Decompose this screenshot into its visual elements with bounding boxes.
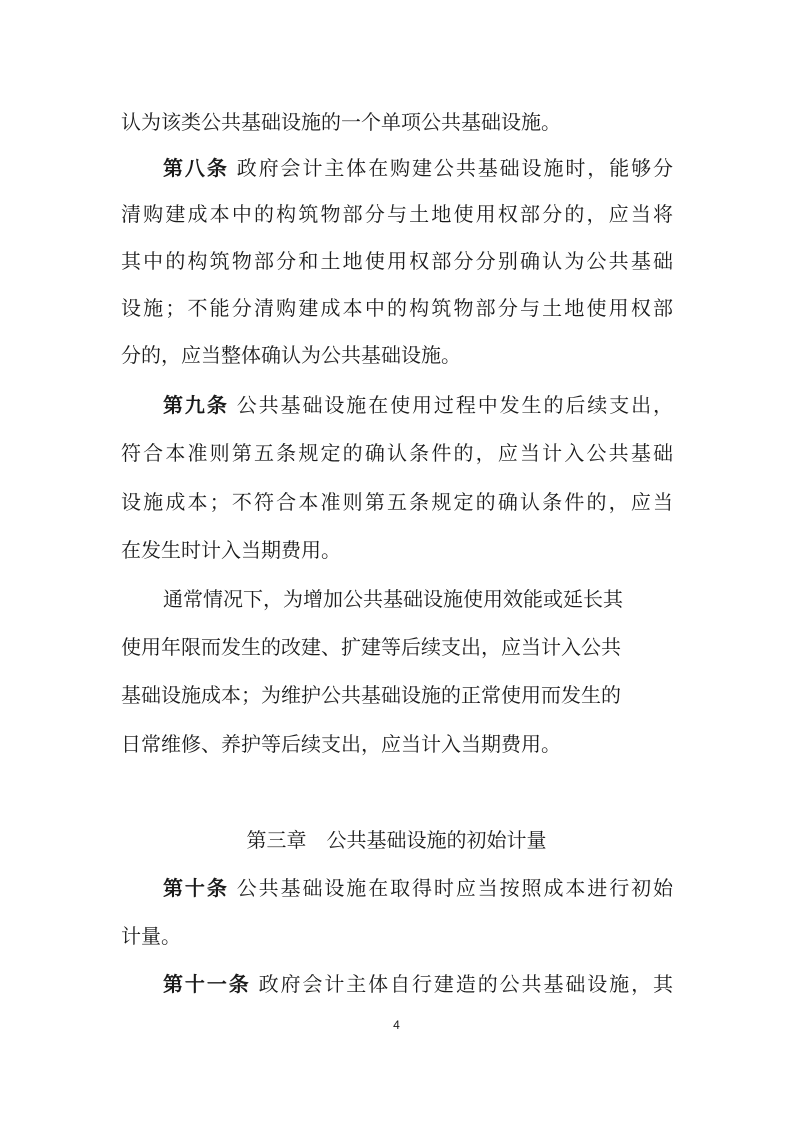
body-text-line: 使用年限而发生的改建、扩建等后续支出，应当计入公共	[121, 635, 621, 659]
body-text-line: 设施成本；不符合本准则第五条规定的确认条件的，应当	[121, 490, 673, 514]
body-text-line: 计量。	[121, 924, 181, 948]
article-8-first-line	[163, 150, 673, 186]
body-text-line: 符合本准则第五条规定的确认条件的，应当计入公共基础	[121, 441, 673, 465]
body-text-line: 在发生时计入当期费用。	[121, 538, 341, 562]
article-10-text: 公共基础设施在取得时应当按照成本进行初始	[236, 876, 674, 900]
paragraph-first-line: 通常情况下，为增加公共基础设施使用效能或延长其	[163, 587, 623, 611]
article-9-text: 公共基础设施在使用过程中发生的后续支出，	[236, 393, 674, 417]
body-text-line: 基础设施成本；为维护公共基础设施的正常使用而发生的	[121, 683, 621, 707]
article-8-number: 第八条	[163, 156, 229, 180]
body-text-line: 分的，应当整体确认为公共基础设施。	[121, 343, 461, 367]
article-10-number: 第十条	[163, 876, 229, 900]
chapter-heading: 第三章 公共基础设施的初始计量	[246, 828, 547, 852]
page-number: 4	[393, 1018, 400, 1032]
body-text-line: 设施；不能分清购建成本中的构筑物部分与土地使用权部	[121, 296, 673, 320]
article-10-first-line	[163, 870, 673, 906]
article-9-first-line	[163, 387, 673, 423]
article-11-number: 第十一条	[163, 972, 251, 996]
body-text-line: 其中的构筑物部分和土地使用权部分分别确认为公共基础	[121, 249, 673, 273]
body-text-line: 清购建成本中的构筑物部分与土地使用权部分的，应当将	[121, 202, 673, 226]
body-text-line: 日常维修、养护等后续支出，应当计入当期费用。	[121, 732, 561, 756]
article-8-text: 政府会计主体在购建公共基础设施时，能够分	[236, 156, 674, 180]
article-9-number: 第九条	[163, 393, 229, 417]
body-text-line: 认为该类公共基础设施的一个单项公共基础设施。	[121, 110, 561, 134]
article-11-first-line	[163, 966, 673, 1002]
article-11-text: 政府会计主体自行建造的公共基础设施，其	[258, 972, 674, 996]
